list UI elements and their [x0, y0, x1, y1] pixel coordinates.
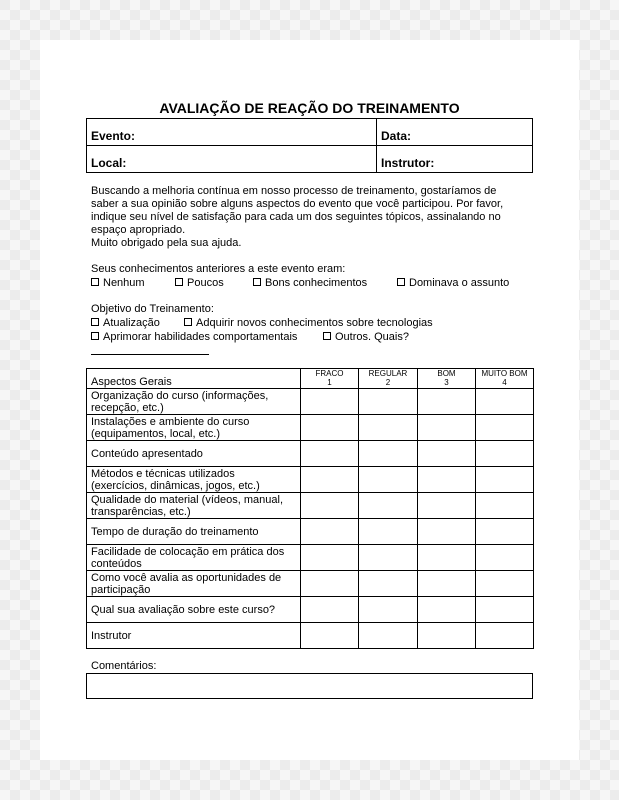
rating-header-regular: REGULAR 2	[359, 369, 418, 389]
rating-cell[interactable]	[301, 571, 359, 597]
aspect-cell	[87, 415, 301, 441]
intro-line: Muito obrigado pela sua ajuda.	[91, 237, 242, 249]
evento-field[interactable]	[87, 119, 377, 146]
aspect-cell	[87, 545, 301, 571]
aspect-text: transparências, etc.)	[91, 505, 191, 518]
rating-cell[interactable]	[359, 597, 418, 623]
rating-cell[interactable]	[476, 415, 534, 441]
rating-cell[interactable]	[301, 493, 359, 519]
intro-line: saber a sua opinião sobre alguns aspectos do evento que você participou. Por favor,	[91, 198, 504, 210]
instrutor-label: Instrutor:	[381, 156, 435, 170]
knowledge-question: Seus conhecimentos anteriores a este evento eram:	[91, 263, 346, 275]
aspect-text: Qualidade do material (vídeos, manual,	[91, 493, 283, 506]
rating-cell[interactable]	[476, 389, 534, 415]
rating-cell[interactable]	[476, 519, 534, 545]
rating-cell[interactable]	[418, 467, 476, 493]
rating-cell[interactable]	[359, 441, 418, 467]
table-row	[87, 519, 534, 545]
table-row	[87, 623, 534, 649]
rating-cell[interactable]	[359, 493, 418, 519]
rating-cell[interactable]	[476, 623, 534, 649]
rating-cell[interactable]	[359, 389, 418, 415]
aspect-header: Aspectos Gerais	[87, 369, 301, 389]
rating-cell[interactable]	[418, 545, 476, 571]
outros-answer-line[interactable]	[91, 354, 209, 355]
aspect-text: Como você avalia as oportunidades de	[91, 571, 282, 584]
table-row	[87, 493, 534, 519]
rating-cell[interactable]	[301, 623, 359, 649]
rating-cell[interactable]	[301, 467, 359, 493]
aspect-text: (equipamentos, local, etc.)	[91, 427, 221, 440]
aspect-text: Tempo de duração do treinamento	[91, 525, 259, 538]
table-row	[87, 571, 534, 597]
table-header-row	[87, 369, 534, 389]
rating-cell[interactable]	[301, 389, 359, 415]
rating-cell[interactable]	[359, 519, 418, 545]
evaluation-table	[86, 368, 534, 649]
aspect-text: Instrutor	[91, 629, 132, 642]
checkbox-icon[interactable]	[91, 278, 99, 286]
intro-text	[91, 185, 531, 250]
option-adquirir-conhecimentos[interactable]: Adquirir novos conhecimentos sobre tecnologias	[184, 317, 433, 329]
rating-cell[interactable]	[418, 389, 476, 415]
rating-cell[interactable]	[418, 493, 476, 519]
rating-cell[interactable]	[359, 467, 418, 493]
rating-header-fraco: FRACO 1	[301, 369, 359, 389]
checkbox-icon[interactable]	[91, 332, 99, 340]
aspect-text: Métodos e técnicas utilizados	[91, 467, 235, 480]
checkbox-icon[interactable]	[184, 318, 192, 326]
rating-cell[interactable]	[476, 441, 534, 467]
aspect-text: Organização do curso (informações,	[91, 389, 269, 402]
aspect-cell	[87, 493, 301, 519]
form-title: AVALIAÇÃO DE REAÇÃO DO TREINAMENTO	[159, 100, 460, 116]
table-row	[87, 597, 534, 623]
option-atualizacao[interactable]: Atualização	[91, 317, 160, 329]
rating-cell[interactable]	[418, 519, 476, 545]
rating-cell[interactable]	[301, 441, 359, 467]
rating-header-muito-bom: MUITO BOM 4	[476, 369, 534, 389]
aspect-text: conteúdos	[91, 557, 142, 570]
rating-cell[interactable]	[476, 545, 534, 571]
table-row	[87, 545, 534, 571]
aspect-cell	[87, 519, 301, 545]
local-label: Local:	[91, 156, 127, 170]
intro-line: Buscando a melhoria contínua em nosso processo de treinamento, gostaríamos de	[91, 185, 497, 197]
comments-box[interactable]	[86, 673, 533, 699]
rating-cell[interactable]	[418, 415, 476, 441]
evento-label: Evento:	[91, 129, 136, 143]
aspect-text: Facilidade de colocação em prática dos	[91, 545, 285, 558]
option-bons-conhecimentos[interactable]: Bons conhecimentos	[253, 277, 367, 289]
aspect-text: (exercícios, dinâmicas, jogos, etc.)	[91, 479, 260, 492]
rating-cell[interactable]	[301, 519, 359, 545]
aspect-cell	[87, 597, 301, 623]
objective-options	[91, 317, 531, 347]
aspect-text: Qual sua avaliação sobre este curso?	[91, 603, 276, 616]
aspect-text: recepção, etc.)	[91, 401, 164, 414]
aspect-cell	[87, 467, 301, 493]
rating-cell[interactable]	[476, 493, 534, 519]
rating-cell[interactable]	[301, 545, 359, 571]
rating-cell[interactable]	[476, 571, 534, 597]
rating-cell[interactable]	[359, 545, 418, 571]
rating-cell[interactable]	[301, 415, 359, 441]
rating-cell[interactable]	[301, 597, 359, 623]
data-label: Data:	[381, 129, 412, 143]
rating-cell[interactable]	[476, 467, 534, 493]
table-row	[87, 467, 534, 493]
aspect-text: participação	[91, 583, 151, 596]
option-nenhum[interactable]: Nenhum	[91, 277, 145, 289]
instrutor-field[interactable]	[377, 146, 533, 173]
aspect-cell	[87, 571, 301, 597]
option-dominava-o-assunto[interactable]: Dominava o assunto	[397, 277, 509, 289]
document-page	[40, 40, 579, 760]
rating-cell[interactable]	[418, 571, 476, 597]
checkbox-icon[interactable]	[91, 318, 99, 326]
rating-header-bom: BOM 3	[418, 369, 476, 389]
checkbox-icon[interactable]	[323, 332, 331, 340]
table-row	[87, 441, 534, 467]
checkbox-icon[interactable]	[253, 278, 261, 286]
comments-label: Comentários:	[91, 660, 157, 672]
rating-cell[interactable]	[476, 597, 534, 623]
rating-cell[interactable]	[359, 623, 418, 649]
rating-cell[interactable]	[418, 623, 476, 649]
aspect-cell	[87, 623, 301, 649]
aspect-text: Instalações e ambiente do curso	[91, 415, 250, 428]
objective-question: Objetivo do Treinamento:	[91, 303, 214, 315]
aspect-cell	[87, 389, 301, 415]
rating-cell[interactable]	[418, 597, 476, 623]
checkbox-icon[interactable]	[175, 278, 183, 286]
option-outros[interactable]: Outros. Quais?	[323, 331, 409, 343]
rating-cell[interactable]	[359, 415, 418, 441]
intro-line: indique seu nível de satisfação para cada um dos seguintes tópicos, assinalando no	[91, 211, 501, 223]
local-field[interactable]	[87, 146, 377, 173]
rating-cell[interactable]	[359, 571, 418, 597]
aspect-cell	[87, 441, 301, 467]
data-field[interactable]	[377, 119, 533, 146]
header-table	[86, 118, 533, 173]
table-row	[87, 415, 534, 441]
aspect-text: Conteúdo apresentado	[91, 447, 203, 460]
table-row	[87, 389, 534, 415]
option-poucos[interactable]: Poucos	[175, 277, 224, 289]
checkbox-icon[interactable]	[397, 278, 405, 286]
rating-cell[interactable]	[418, 441, 476, 467]
option-aprimorar-habilidades[interactable]: Aprimorar habilidades comportamentais	[91, 331, 297, 343]
intro-line: espaço apropriado.	[91, 224, 186, 236]
